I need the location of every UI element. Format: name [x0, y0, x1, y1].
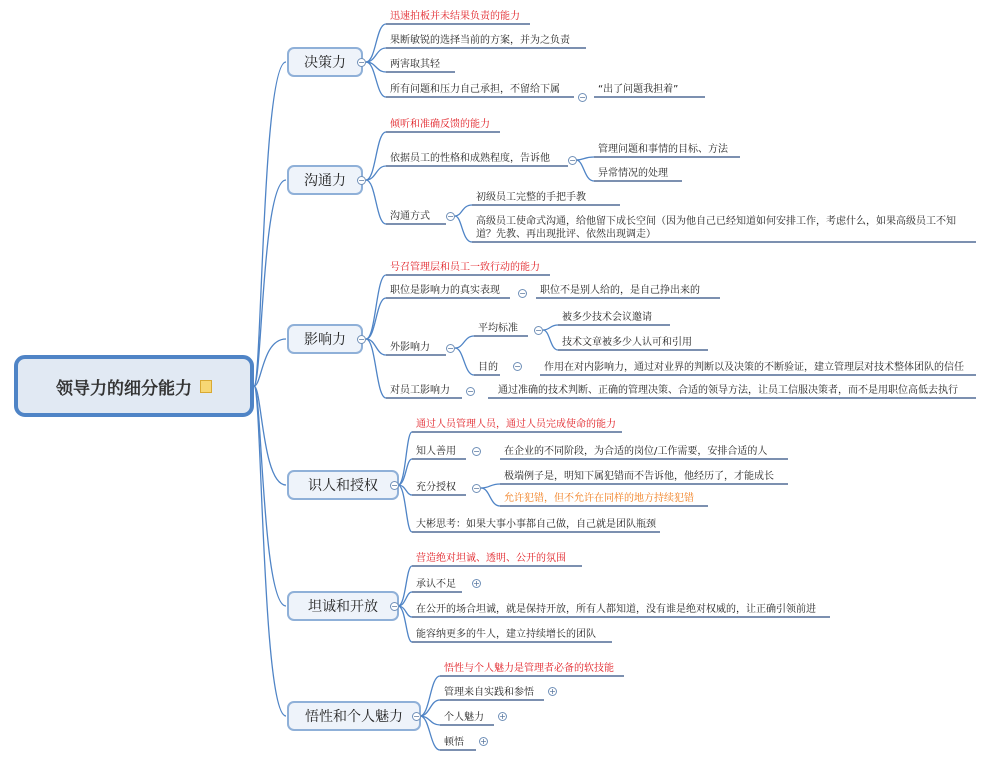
topic-article-citations[interactable]: 技术文章被多少人认可和引用: [562, 337, 692, 348]
topic-earned-position[interactable]: 职位不是别人给的，是自己挣出来的: [540, 285, 700, 296]
root-node[interactable]: [14, 355, 254, 417]
branch-openness[interactable]: 坦诚和开放: [287, 591, 399, 621]
collapse-toggle-icon[interactable]: −: [467, 387, 474, 396]
branch-charisma[interactable]: 悟性和个人魅力: [287, 701, 421, 731]
collapse-toggle-icon[interactable]: −: [358, 58, 365, 67]
note-icon[interactable]: [200, 380, 212, 393]
topic-communication-style[interactable]: 沟通方式: [390, 211, 430, 222]
topic-tell-by-personality[interactable]: 依据员工的性格和成熟程度，告诉他: [390, 153, 550, 164]
collapse-toggle-icon[interactable]: −: [535, 326, 542, 335]
topic-external-influence[interactable]: 外影响力: [390, 342, 430, 353]
topic-senior-mission[interactable]: [476, 215, 956, 241]
topic-conference-invites[interactable]: 被多少技术会议邀请: [562, 312, 652, 323]
topic-know-people[interactable]: 知人善用: [416, 446, 456, 457]
topic-staff-influence[interactable]: 对员工影响力: [390, 385, 450, 396]
topic-decisive-choice[interactable]: 果断敏锐的选择当前的方案，并为之负责: [390, 35, 570, 46]
topic-average-standard[interactable]: 平均标准: [478, 323, 518, 334]
topic-growing-team[interactable]: 能容纳更多的牛人，建立持续增长的团队: [416, 629, 596, 640]
topic-exception-handling[interactable]: 异常情况的处理: [598, 168, 668, 179]
root-label: 领导力的细分能力: [56, 378, 192, 399]
collapse-toggle-icon[interactable]: −: [519, 289, 526, 298]
topic-right-person[interactable]: 在企业的不同阶段，为合适的岗位/工作需要，安排合适的人: [504, 446, 768, 457]
topic-extreme-example[interactable]: 极端例子是，明知下属犯错而不告诉他，他经历了，才能成长: [504, 471, 774, 482]
collapse-toggle-icon[interactable]: −: [473, 484, 480, 493]
topic-allow-mistakes[interactable]: 允许犯错，但不允许在同样的地方持续犯错: [504, 493, 694, 504]
topic-public-candor[interactable]: 在公开的场合坦诚，就是保持开放，所有人都知道，没有谁是绝对权威的，让正确引领前进: [416, 604, 816, 615]
expand-toggle-icon[interactable]: +: [480, 737, 487, 746]
expand-toggle-icon[interactable]: +: [549, 687, 556, 696]
collapse-toggle-icon[interactable]: −: [473, 447, 480, 456]
topic-openness-definition[interactable]: 营造绝对坦诚、透明、公开的氛围: [416, 553, 566, 564]
topic-goals-methods[interactable]: 管理问题和事情的目标、方法: [598, 144, 728, 155]
collapse-toggle-icon[interactable]: −: [413, 712, 420, 721]
branch-decision[interactable]: 决策力: [287, 47, 363, 77]
topic-team-bottleneck[interactable]: 大彬思考：如果大事小事都自己做，自己就是团队瓶颈: [416, 519, 656, 530]
branch-delegation[interactable]: 识人和授权: [287, 470, 399, 500]
collapse-toggle-icon[interactable]: −: [358, 335, 365, 344]
expand-toggle-icon[interactable]: +: [499, 712, 506, 721]
branch-influence[interactable]: 影响力: [287, 324, 363, 354]
topic-decision-definition[interactable]: 迅速拍板并未结果负责的能力: [390, 11, 520, 22]
topic-purpose[interactable]: 目的: [478, 362, 498, 373]
topic-convince-staff[interactable]: 通过准确的技术判断、正确的管理决策、合适的领导方法，让员工信服决策者，而不是用职位高低去执行: [498, 385, 958, 396]
topic-delegation-definition[interactable]: 通过人员管理人员，通过人员完成使命的能力: [416, 419, 616, 430]
collapse-toggle-icon[interactable]: −: [358, 176, 365, 185]
topic-junior-hands-on[interactable]: 初级员工完整的手把手教: [476, 192, 586, 203]
collapse-toggle-icon[interactable]: −: [391, 602, 398, 611]
topic-communication-definition[interactable]: 倾听和准确反馈的能力: [390, 119, 490, 130]
collapse-toggle-icon[interactable]: −: [391, 481, 398, 490]
topic-full-delegation[interactable]: 充分授权: [416, 482, 456, 493]
topic-senior-mission-line2: 道？先教、再出现批评、依然出现调走）: [476, 229, 656, 240]
collapse-toggle-icon[interactable]: −: [447, 212, 454, 221]
collapse-toggle-icon[interactable]: −: [569, 156, 576, 165]
topic-internal-trust[interactable]: 作用在对内影响力，通过对业界的判断以及决策的不断验证，建立管理层对技术整体团队的信任: [544, 362, 964, 373]
topic-epiphany[interactable]: 顿悟: [444, 737, 464, 748]
topic-position-influence[interactable]: 职位是影响力的真实表现: [390, 285, 500, 296]
topic-take-responsibility[interactable]: 所有问题和压力自己承担，不留给下属: [390, 84, 560, 95]
topic-i-take-the-blame[interactable]: “出了问题我担着”: [598, 84, 679, 95]
topic-senior-mission-line1: 高级员工使命式沟通，给他留下成长空间（因为他自己已经知道如何安排工作，考虑什么，如果高级员工不知: [476, 216, 956, 227]
topic-practice-insight[interactable]: 管理来自实践和参悟: [444, 687, 534, 698]
topic-personal-charm[interactable]: 个人魅力: [444, 712, 484, 723]
collapse-toggle-icon[interactable]: −: [579, 93, 586, 102]
topic-admit-shortcomings[interactable]: 承认不足: [416, 579, 456, 590]
collapse-toggle-icon[interactable]: −: [514, 362, 521, 371]
topic-influence-definition[interactable]: 号召管理层和员工一致行动的能力: [390, 262, 540, 273]
collapse-toggle-icon[interactable]: −: [447, 344, 454, 353]
branch-communication[interactable]: 沟通力: [287, 165, 363, 195]
expand-toggle-icon[interactable]: +: [473, 579, 480, 588]
topic-soft-skills-definition[interactable]: 悟性与个人魅力是管理者必备的软技能: [444, 663, 614, 674]
topic-lesser-evil[interactable]: 两害取其轻: [390, 59, 440, 70]
